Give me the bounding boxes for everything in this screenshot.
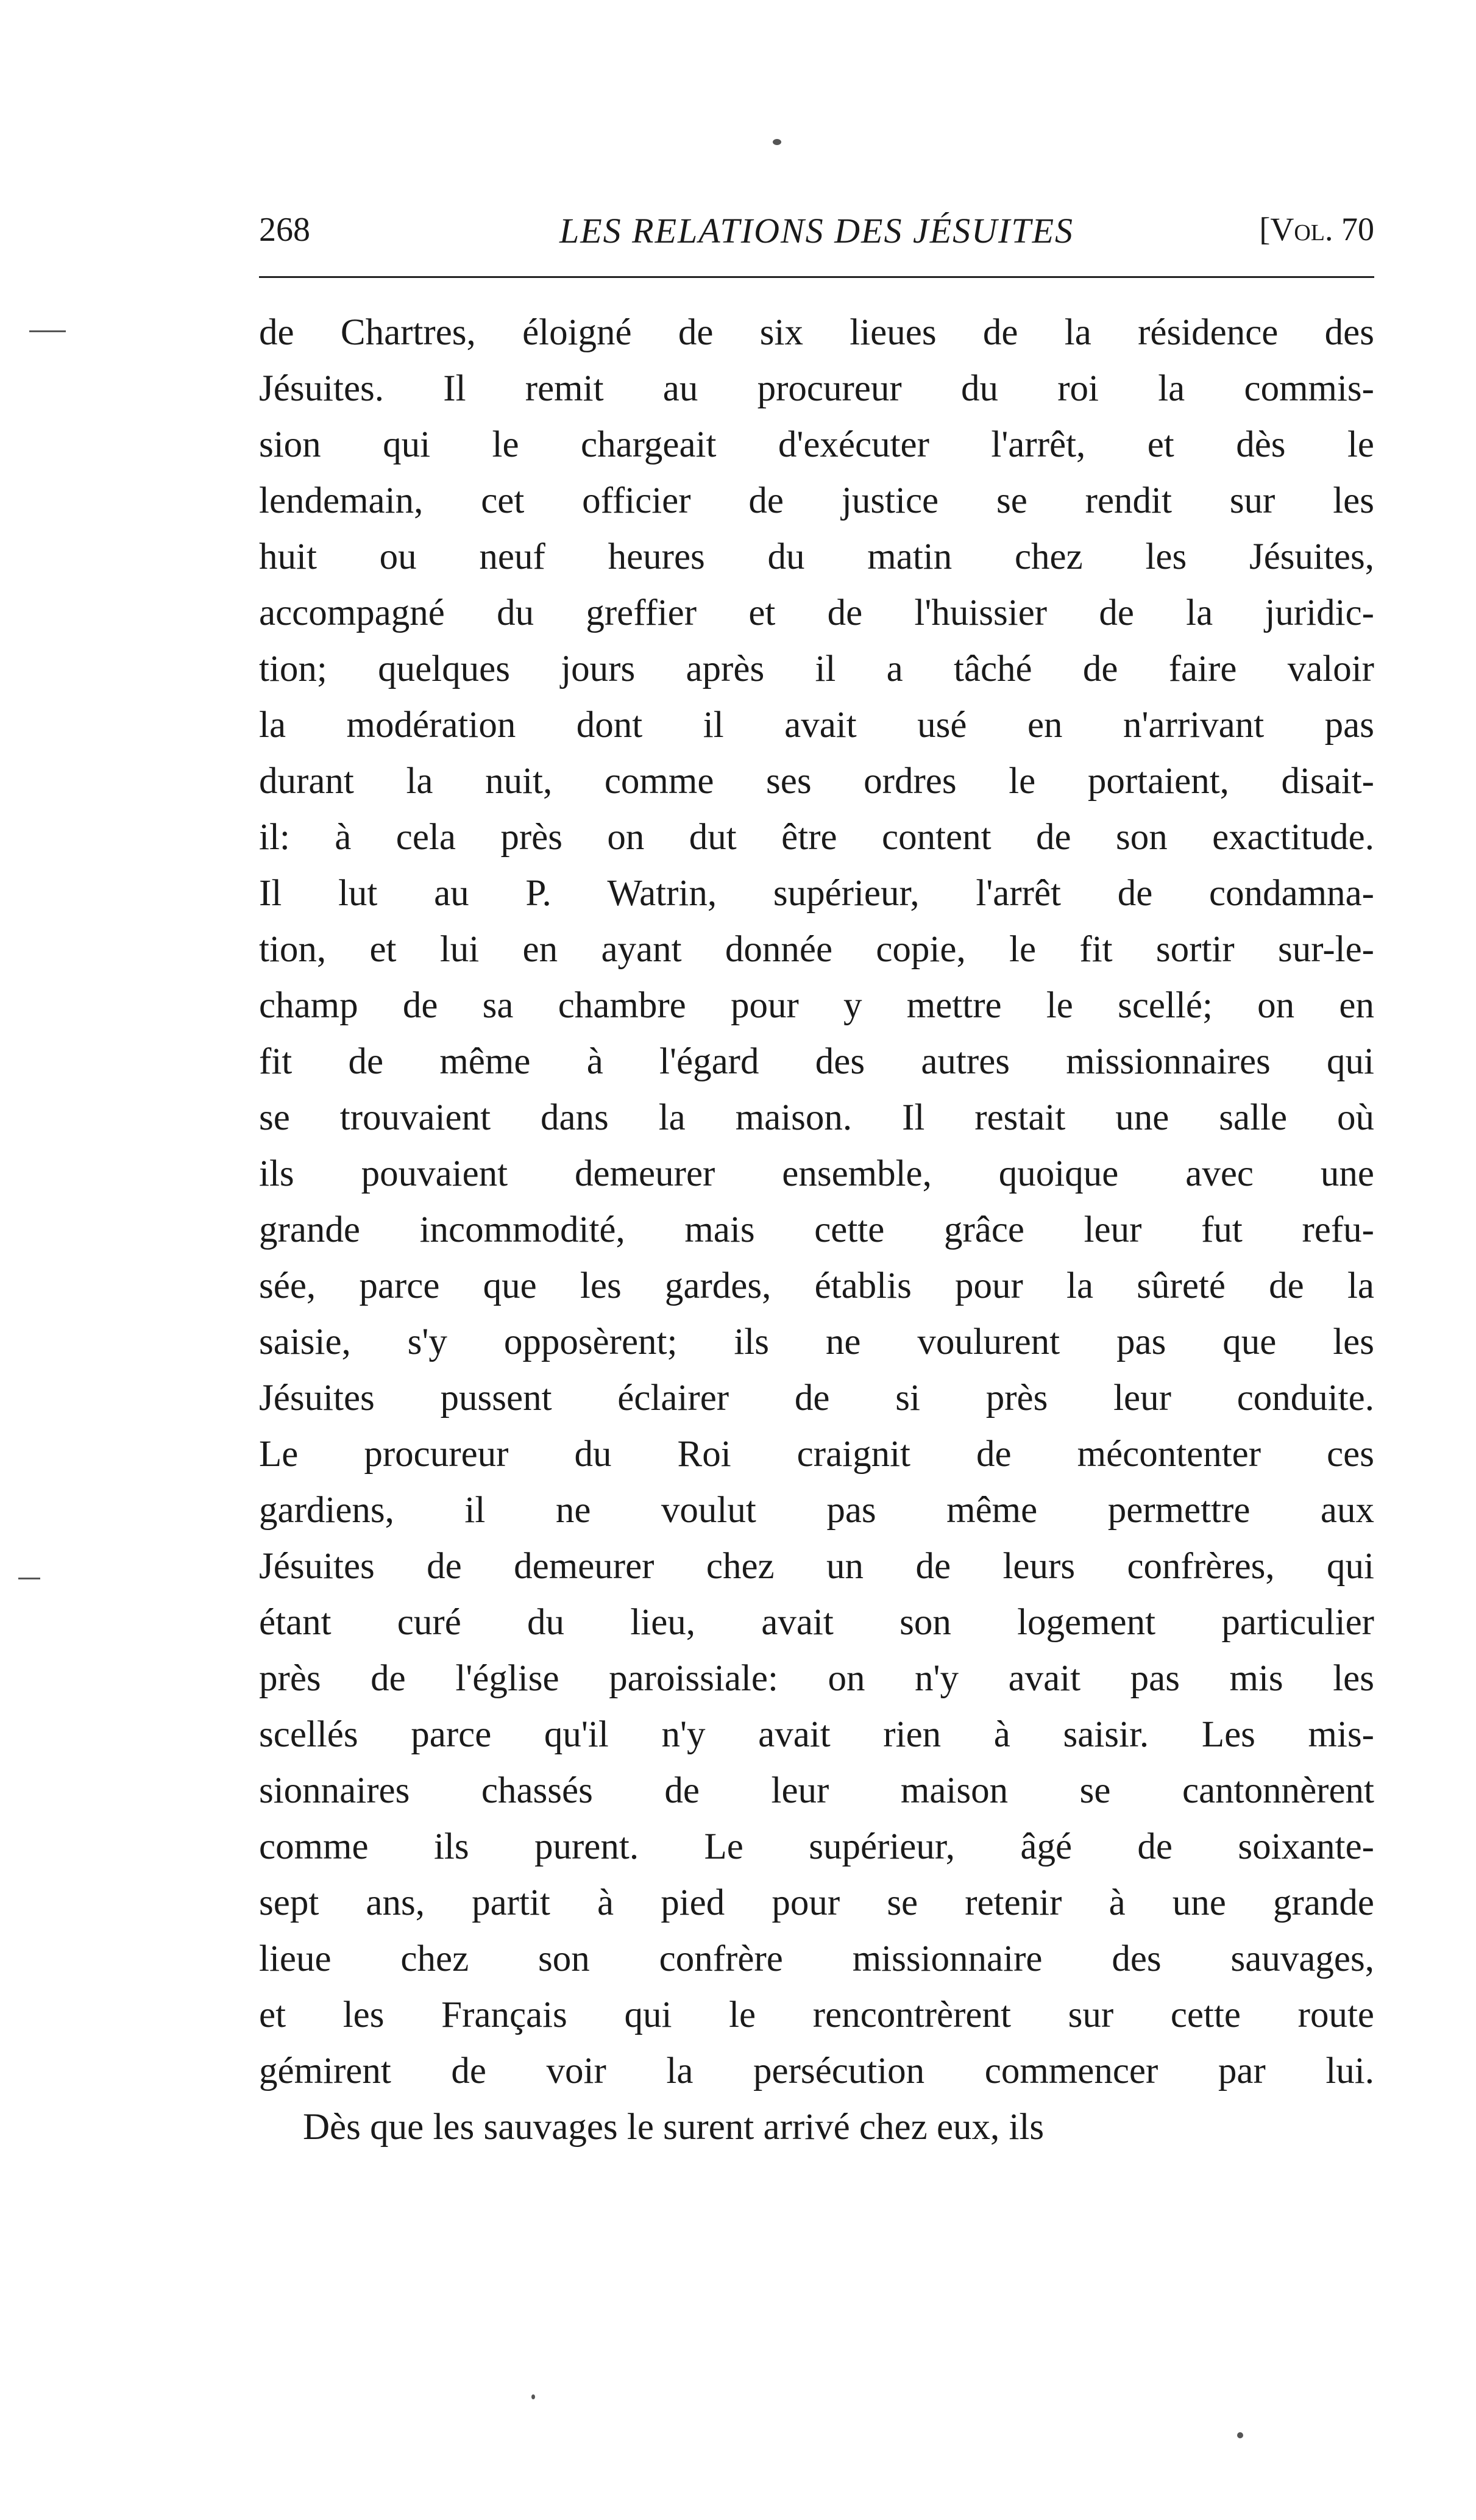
page-number: 268 [259,211,310,249]
text-line: il: à cela près on dut être content de son exactitude. [259,817,1374,858]
header-rule [259,276,1374,278]
scan-speck [29,330,66,332]
page-header [259,210,1374,265]
volume-label: [Vol. 70 [1259,211,1374,247]
text-line: tion; quelques jours après il a tâché de faire valoir [259,649,1374,689]
scan-speck [18,1578,40,1579]
text-line: saisie, s'y opposèrent; ils ne voulurent pas que les [259,1322,1374,1362]
text-line: Jésuites pussent éclairer de si près leur conduite. [259,1378,1374,1418]
text-line: sept ans, partit à pied pour se retenir à une grande [259,1882,1374,1923]
text-line: gémirent de voir la persécution commencer par lui. [259,2051,1374,2091]
scan-speck [1237,2432,1243,2438]
text-line: accompagné du greffier et de l'huissier de la juridic- [259,593,1374,633]
text-line: huit ou neuf heures du matin chez les Jésuites, [259,536,1374,577]
body-text [259,305,1374,2155]
text-line: gardiens, il ne voulut pas même permettre aux [259,1490,1374,1531]
scan-speck [773,139,781,145]
text-line: Dès que les sauvages le surent arrivé chez eux, ils [303,2107,1045,2148]
text-line: sionnaires chassés de leur maison se cantonnèrent [259,1770,1374,1811]
text-line: Il lut au P. Watrin, supérieur, l'arrêt de condamna- [259,873,1374,914]
text-line: lieue chez son confrère missionnaire des sauvages, [259,1938,1374,1979]
text-line: grande incommodité, mais cette grâce leur fut refu- [259,1209,1374,1250]
text-line: durant la nuit, comme ses ordres le portaient, disait- [259,761,1374,802]
text-line: sée, parce que les gardes, établis pour la sûreté de la [259,1265,1374,1306]
text-line: comme ils purent. Le supérieur, âgé de soixante- [259,1826,1374,1867]
text-line: de Chartres, éloigné de six lieues de la résidence des [259,312,1374,353]
text-line: Jésuites. Il remit au procureur du roi la commis- [259,368,1374,409]
text-line: étant curé du lieu, avait son logement particulier [259,1602,1374,1643]
running-title: LES RELATIONS DES JÉSUITES [559,211,1074,251]
text-line: Le procureur du Roi craignit de mécontenter ces [259,1434,1374,1475]
text-line: près de l'église paroissiale: on n'y avait pas mis les [259,1658,1374,1699]
text-line: lendemain, cet officier de justice se rendit sur les [259,480,1374,521]
text-line: et les Français qui le rencontrèrent sur cette route [259,1995,1374,2035]
text-line: tion, et lui en ayant donnée copie, le fit sortir sur-le- [259,929,1374,970]
text-line: ils pouvaient demeurer ensemble, quoique avec une [259,1153,1374,1194]
scan-speck [531,2394,535,2399]
text-line: champ de sa chambre pour y mettre le scellé; on en [259,985,1374,1026]
text-line: sion qui le chargeait d'exécuter l'arrêt, et dès le [259,424,1374,465]
text-line: Jésuites de demeurer chez un de leurs confrères, qui [259,1546,1374,1587]
text-line: la modération dont il avait usé en n'arrivant pas [259,705,1374,746]
text-line: scellés parce qu'il n'y avait rien à saisir. Les mis- [259,1714,1374,1755]
text-line: se trouvaient dans la maison. Il restait une salle où [259,1097,1374,1138]
text-line: fit de même à l'égard des autres missionnaires qui [259,1041,1374,1082]
